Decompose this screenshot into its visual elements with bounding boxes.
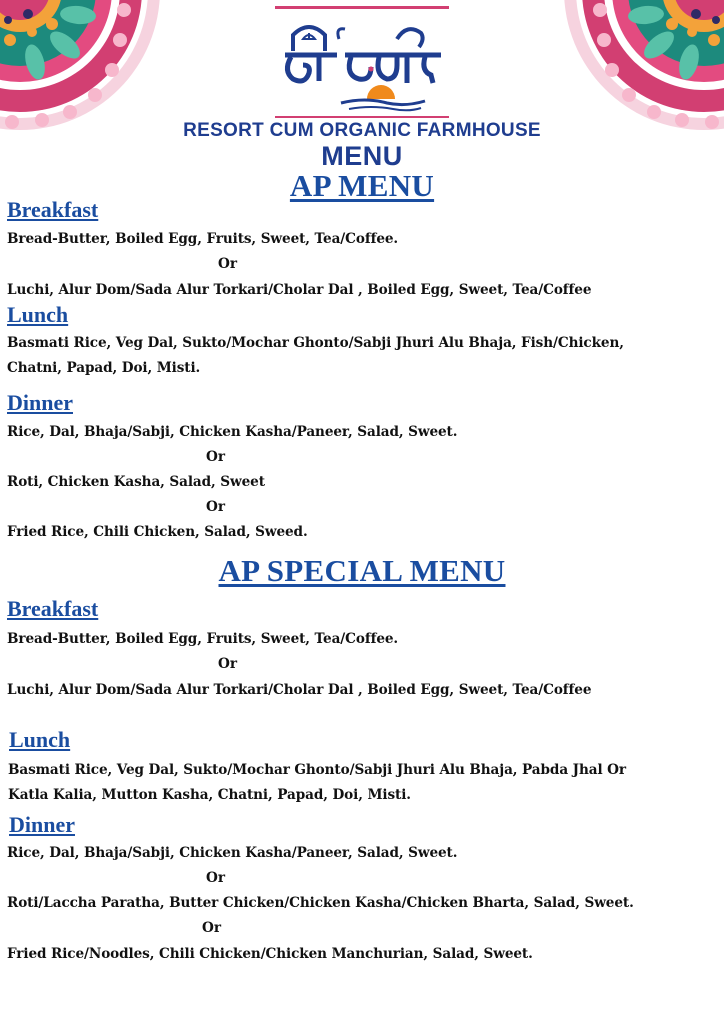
ap-menu-title: AP MENU (289, 168, 435, 203)
special-breakfast-or: Or (218, 656, 238, 672)
special-breakfast-line-2: Luchi, Alur Dom/Sada Alur Torkari/Cholar Dal , Boiled Egg, Sweet, Tea/Coffee (7, 682, 592, 698)
special-lunch-line-1: Basmati Rice, Veg Dal, Sukto/Mochar Ghonto/Sabji Jhuri Alu Bhaja, Pabda Jhal Or (8, 762, 626, 778)
ap-dinner-line-3: Fried Rice, Chili Chicken, Salad, Sweed. (7, 524, 308, 540)
logo-wordmark-graphic (275, 9, 449, 117)
brand-logo (275, 6, 449, 118)
ap-dinner-line-1: Rice, Dal, Bhaja/Sabji, Chicken Kasha/Paneer, Salad, Sweet. (7, 424, 458, 440)
ap-lunch-line-1: Basmati Rice, Veg Dal, Sukto/Mochar Ghonto/Sabji Jhuri Alu Bhaja, Fish/Chicken, (7, 335, 624, 351)
ap-lunch-title: Lunch (7, 302, 69, 327)
special-dinner-line-2: Roti/Laccha Paratha, Butter Chicken/Chicken Kasha/Chicken Bharta, Salad, Sweet. (7, 895, 634, 911)
special-dinner-or-2: Or (202, 920, 222, 936)
ap-breakfast-line-1: Bread-Butter, Boiled Egg, Fruits, Sweet, Tea/Coffee. (7, 231, 399, 247)
ap-breakfast-line-2: Luchi, Alur Dom/Sada Alur Torkari/Cholar Dal , Boiled Egg, Sweet, Tea/Coffee (7, 282, 592, 298)
ap-dinner-or-1: Or (206, 449, 226, 465)
special-breakfast-title: Breakfast (7, 596, 99, 621)
ap-dinner-title: Dinner (7, 390, 73, 415)
resort-subtitle: RESORT CUM ORGANIC FARMHOUSE (183, 120, 541, 141)
special-dinner-line-3: Fried Rice/Noodles, Chili Chicken/Chicken Manchurian, Salad, Sweet. (7, 946, 533, 962)
special-lunch-line-2: Katla Kalia, Mutton Kasha, Chatni, Papad, Doi, Misti. (8, 787, 411, 803)
ap-special-menu-title: AP SPECIAL MENU (218, 553, 506, 588)
ap-dinner-line-2: Roti, Chicken Kasha, Salad, Sweet (7, 474, 265, 490)
special-dinner-or-1: Or (206, 870, 226, 886)
ap-breakfast-title: Breakfast (7, 197, 99, 222)
ap-lunch-line-2: Chatni, Papad, Doi, Misti. (7, 360, 201, 376)
logo-bottom-rule (275, 116, 449, 118)
special-dinner-title: Dinner (9, 812, 75, 837)
special-lunch-title: Lunch (9, 727, 71, 752)
special-breakfast-line-1: Bread-Butter, Boiled Egg, Fruits, Sweet, Tea/Coffee. (7, 631, 399, 647)
ap-dinner-or-2: Or (206, 499, 226, 515)
menu-heading: MENU (321, 141, 403, 171)
ap-breakfast-or: Or (218, 256, 238, 272)
special-dinner-line-1: Rice, Dal, Bhaja/Sabji, Chicken Kasha/Paneer, Salad, Sweet. (7, 845, 458, 861)
